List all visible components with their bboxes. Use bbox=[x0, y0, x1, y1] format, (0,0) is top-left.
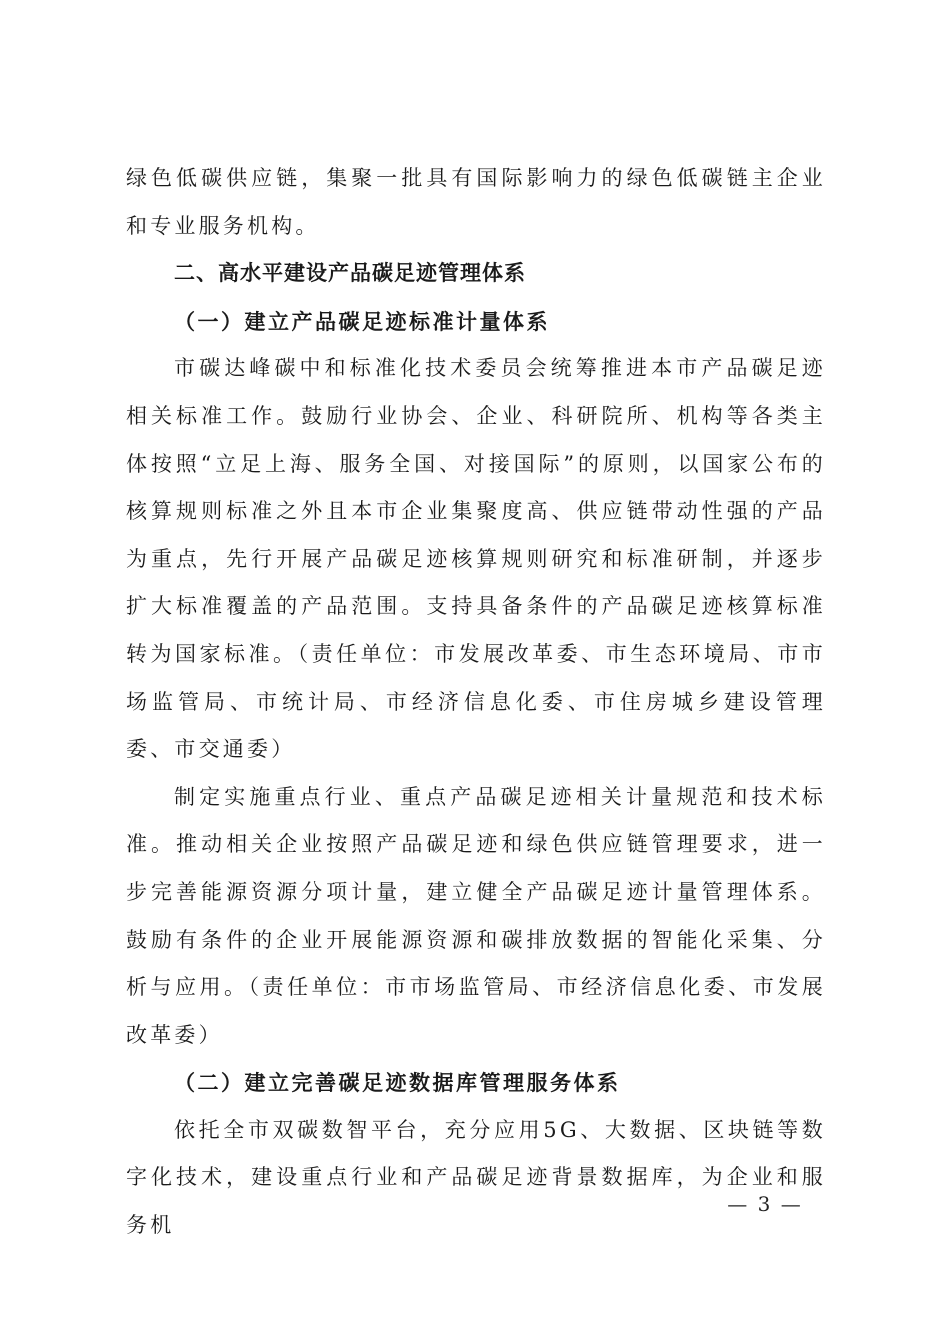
page-number: — 3 — bbox=[727, 1192, 803, 1216]
document-body bbox=[126, 155, 826, 1250]
paragraph-continued: 绿色低碳供应链，集聚一批具有国际影响力的绿色低碳链主企业和专业服务机构。 bbox=[126, 166, 826, 238]
paragraph-database: 依托全市双碳数智平台，充分应用5G、大数据、区块链等数字化技术，建设重点行业和产品碳足迹背景数据库，为企业和服务机 bbox=[126, 1117, 826, 1238]
subsection-heading-2: （二）建立完善碳足迹数据库管理服务体系 bbox=[174, 1070, 621, 1096]
section-heading: 二、高水平建设产品碳足迹管理体系 bbox=[174, 261, 526, 286]
paragraph-metrology: 制定实施重点行业、重点产品碳足迹相关计量规范和技术标准。推动相关企业按照产品碳足迹和绿色供应链管理要求，进一步完善能源资源分项计量，建立健全产品碳足迹计量管理体系。鼓励有条件的企业开展能源资源和碳排放数据的智能化采集、分析与应用。（责任单位：市市场监管局、市经济信息化委、市发展改革委） bbox=[126, 784, 826, 1047]
subsection-heading-1: （一）建立产品碳足迹标准计量体系 bbox=[174, 308, 550, 334]
paragraph-standards: 市碳达峰碳中和标准化技术委员会统筹推进本市产品碳足迹相关标准工作。鼓励行业协会、企业、科研院所、机构等各类主体按照“立足上海、服务全国、对接国际”的原则，以国家公布的核算规则标准之外且本市企业集聚度高、供应链带动性强的产品为重点，先行开展产品碳足迹核算规则研究和标准研制，并逐步扩大标准覆盖的产品范围。支持具备条件的产品碳足迹核算标准转为国家标准。（责任单位：市发展改革委、市生态环境局、市市场监管局、市统计局、市经济信息化委、市住房城乡建设管理委、市交通委） bbox=[126, 356, 826, 762]
